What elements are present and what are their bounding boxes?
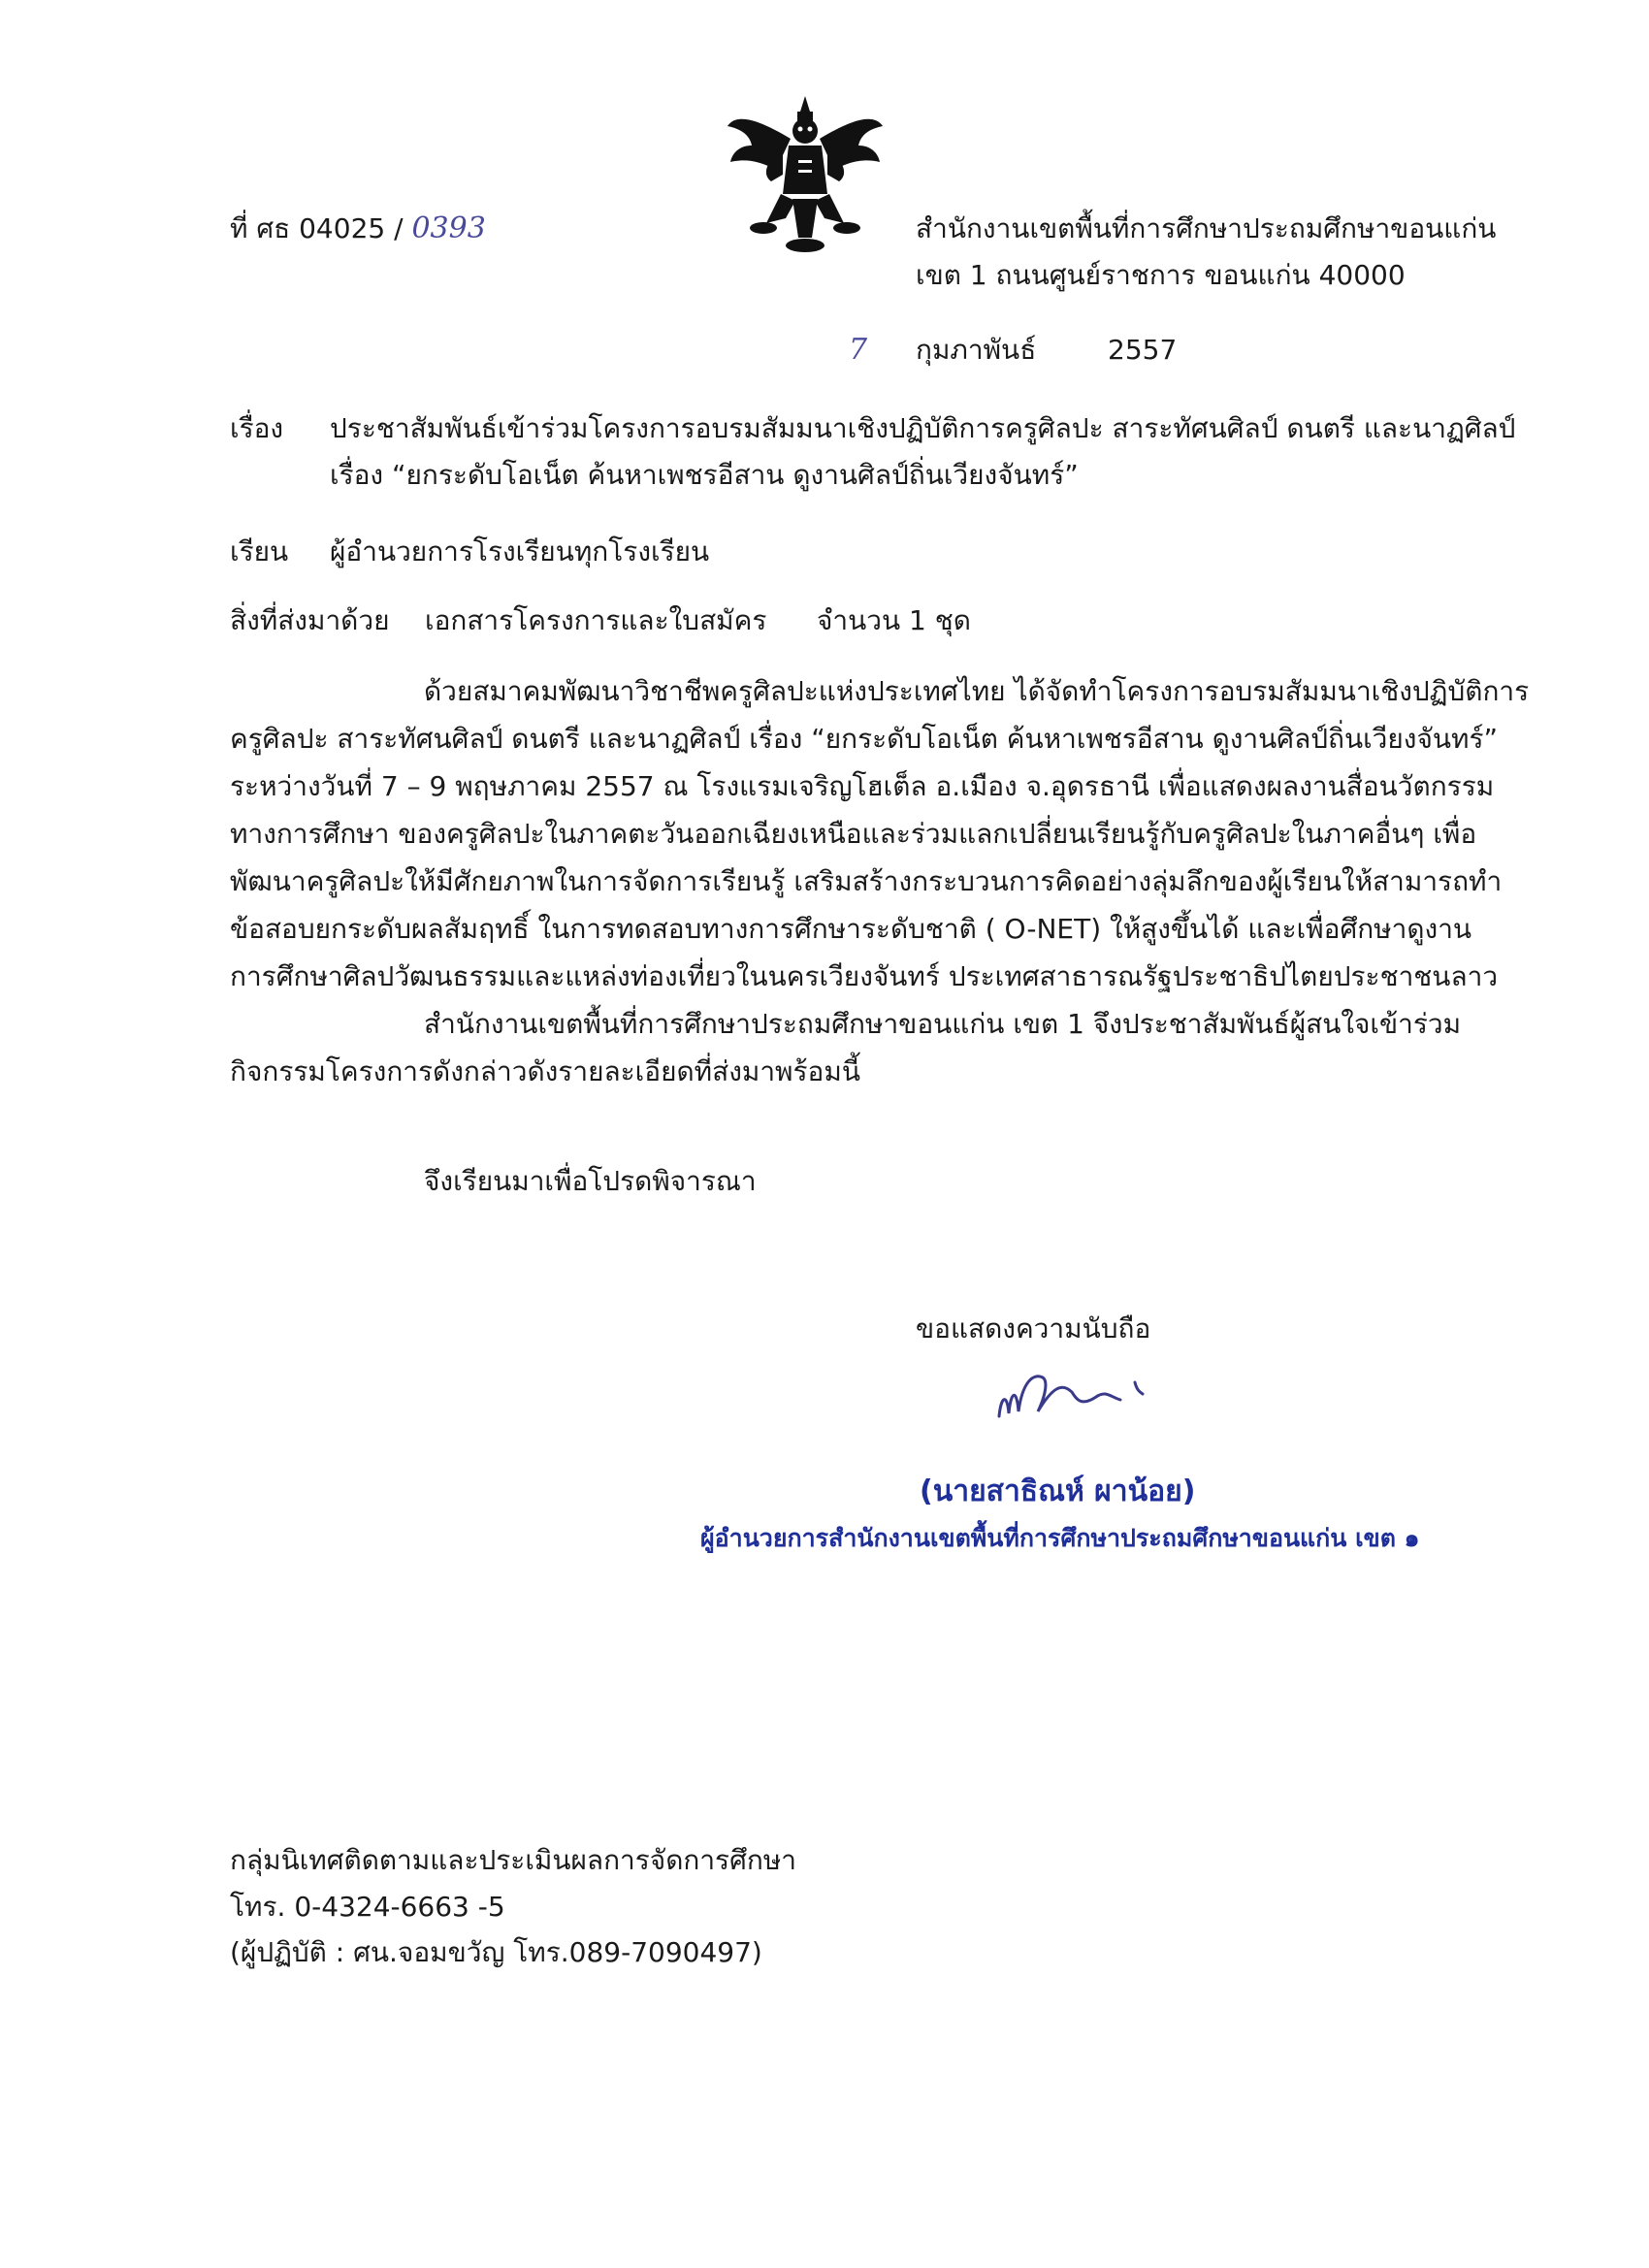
date-month: กุมภาพันธ์ <box>916 334 1037 366</box>
ref-number-text: ที่ ศธ 04025 / <box>230 212 412 244</box>
body-paragraph-2 <box>230 1000 1491 1095</box>
footer-dept: กลุ่มนิเทศติดตามและประเมินผลการจัดการศึกษา <box>230 1844 796 1876</box>
date-day <box>849 333 867 368</box>
ref-handwritten-number: 0393 <box>411 211 486 245</box>
body-line: กิจกรรมโครงการดังกล่าวดังรายละเอียดที่ส่งมาพร้อมนี้ <box>230 1055 860 1087</box>
ref-number <box>230 211 486 246</box>
signatory-name: (นายสาธิณห์ ผาน้อย) <box>920 1474 1196 1508</box>
enclosure-text: เอกสารโครงการและใบสมัคร <box>425 604 767 636</box>
office-name: สำนักงานเขตพื้นที่การศึกษาประถมศึกษาขอนแก่น <box>916 212 1497 244</box>
body-line: ทางการศึกษา ของครูศิลปะในภาคตะวันออกเฉียงเหนือและร่วมแลกเปลี่ยนเรียนรู้กับครูศิลปะในภาคอื่นๆ เพื่อ <box>230 818 1477 850</box>
date-day-handwritten: 7 <box>849 333 868 367</box>
subject-label: เรื่อง <box>230 412 284 444</box>
recipient-label: เรียน <box>230 535 289 567</box>
enclosure-qty: จำนวน 1 ชุด <box>817 604 971 636</box>
body-line: การศึกษาศิลปวัฒนธรรมและแหล่งท่องเที่ยวในนครเวียงจันทร์ ประเทศสาธารณรัฐประชาธิปไตยประชาชนลาว <box>230 960 1499 992</box>
regards-text: ขอแสดงความนับถือ <box>916 1312 1151 1345</box>
footer-tel: โทร. 0-4324-6663 -5 <box>230 1891 505 1923</box>
subject-line-2: เรื่อง “ยกระดับโอเน็ต ค้นหาเพชรอีสาน ดูงานศิลป์ถิ่นเวียงจันทร์” <box>330 459 1079 491</box>
body-line: ระหว่างวันที่ 7 – 9 พฤษภาคม 2557 ณ โรงแรมเจริญโฮเต็ล อ.เมือง จ.อุดรธานี เพื่อแสดงผลงานสื่อนวัตกรรม <box>230 770 1495 802</box>
signatory-position: ผู้อำนวยการสำนักงานเขตพื้นที่การศึกษาประถมศึกษาขอนแก่น เขต ๑ <box>700 1524 1420 1552</box>
body-line: ข้อสอบยกระดับผลสัมฤทธิ์ ในการทดสอบทางการศึกษาระดับชาติ ( O-NET) ให้สูงขึ้นได้ และเพื่อศึกษาดูงาน <box>230 913 1472 945</box>
subject-line-1: ประชาสัมพันธ์เข้าร่วมโครงการอบรมสัมมนาเชิงปฏิบัติการครูศิลปะ สาระทัศนศิลป์ ดนตรี และนาฏศิลป์ <box>330 412 1516 444</box>
closing-text: จึงเรียนมาเพื่อโปรดพิจารณา <box>424 1165 757 1197</box>
garuda-emblem-icon <box>723 92 888 257</box>
body-line: สำนักงานเขตพื้นที่การศึกษาประถมศึกษาขอนแก่น เขต 1 จึงประชาสัมพันธ์ผู้สนใจเข้าร่วม <box>424 1008 1462 1040</box>
body-line: ครูศิลปะ สาระทัศนศิลป์ ดนตรี และนาฏศิลป์ เรื่อง “ยกระดับโอเน็ต ค้นหาเพชรอีสาน ดูงานศิลป์ถิ่นเวียงจันทร์” <box>230 723 1499 755</box>
handwritten-signature <box>989 1353 1164 1431</box>
office-address: เขต 1 ถนนศูนย์ราชการ ขอนแก่น 40000 <box>916 259 1406 291</box>
body-paragraph-1 <box>230 667 1530 1000</box>
enclosure-label: สิ่งที่ส่งมาด้วย <box>230 604 390 636</box>
date-year: 2557 <box>1108 334 1178 366</box>
recipient-text: ผู้อำนวยการโรงเรียนทุกโรงเรียน <box>330 535 710 567</box>
body-line: พัฒนาครูศิลปะให้มีศักยภาพในการจัดการเรียนรู้ เสริมสร้างกระบวนการคิดอย่างลุ่มลึกของผู้เรียนให้สามารถทำ <box>230 865 1503 897</box>
body-line: ด้วยสมาคมพัฒนาวิชาชีพครูศิลปะแห่งประเทศไทย ได้จัดทำโครงการอบรมสัมมนาเชิงปฏิบัติการ <box>424 675 1530 707</box>
footer-contact: (ผู้ปฏิบัติ : ศน.จอมขวัญ โทร.089-7090497) <box>230 1936 762 1968</box>
